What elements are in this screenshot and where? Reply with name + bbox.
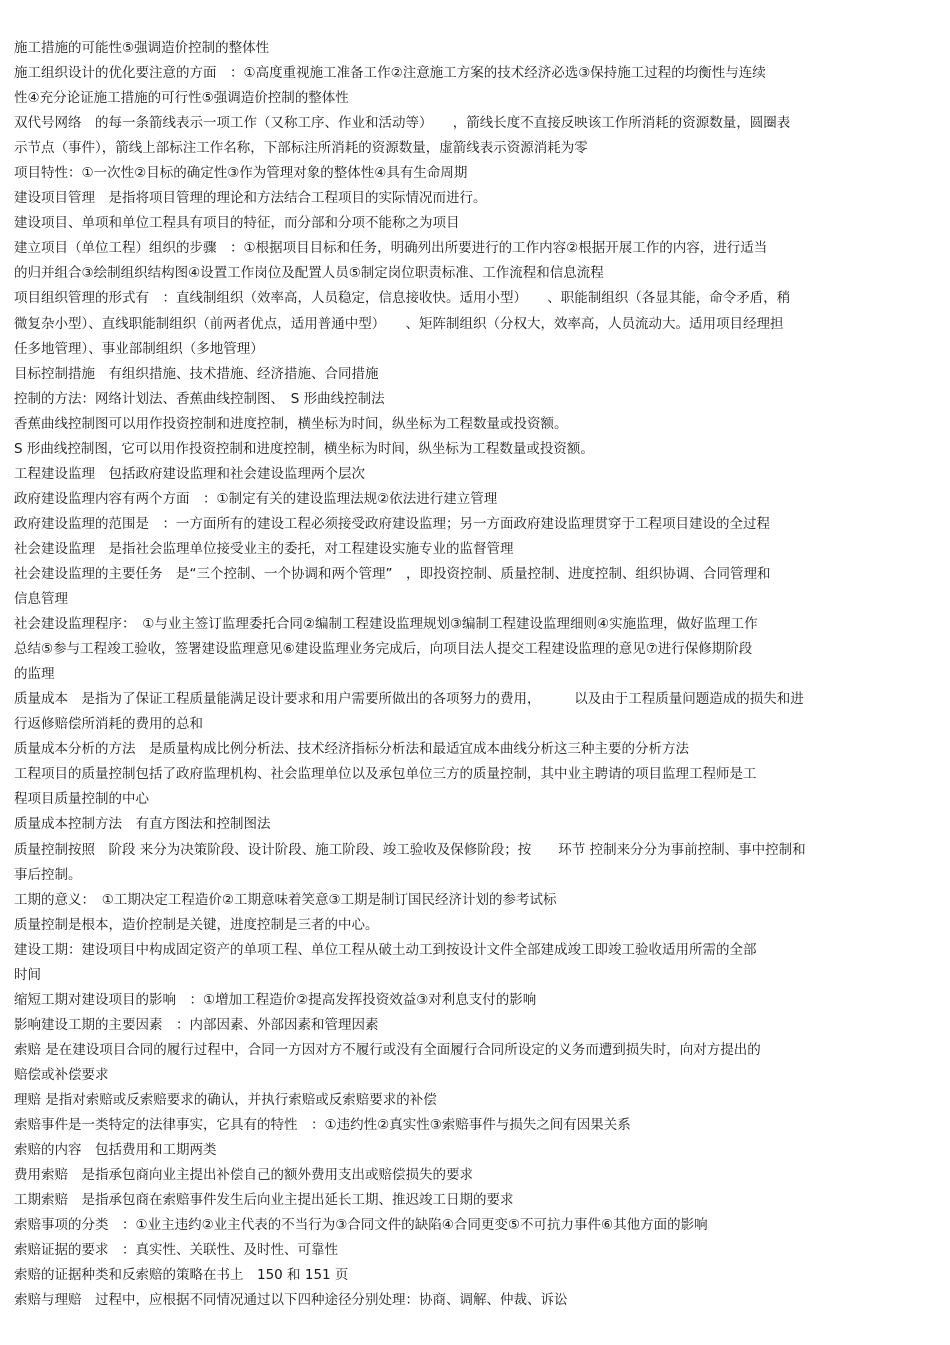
text-line: 索赔与理赔 过程中，应根据不同情况通过以下四种途径分别处理：协商、调解、仲裁、诉讼 xyxy=(14,1292,568,1309)
text-line: 质量控制是根本，造价控制是关键，进度控制是三者的中心。 xyxy=(14,916,379,933)
text-line: 项目特性：①一次性②目标的确定性③作为管理对象的整体性④具有生命周期 xyxy=(14,165,468,182)
text-line: 双代号网络 的每一条箭线表示一项工作（又称工序、作业和活动等） ，箭线长度不直接反映该工作所消耗的资源数量，圆圈表 xyxy=(14,115,791,132)
text-line: 工期索赔 是指承包商在索赔事件发生后向业主提出延长工期、推迟竣工日期的要求 xyxy=(14,1192,514,1209)
text-line: 缩短工期对建设项目的影响 ：①增加工程造价②提高发挥投资效益③对利息支付的影响 xyxy=(14,991,537,1008)
text-line: 质量控制按照 阶段 来分为决策阶段、设计阶段、施工阶段、竣工验收及保修阶段；按 环节 控制来分分为事前控制、事中控制和 xyxy=(14,841,806,858)
text-line: 理赔 是指对索赔或反索赔要求的确认，并执行索赔或反索赔要求的补偿 xyxy=(14,1091,437,1108)
text-line: 政府建设监理内容有两个方面 ：①制定有关的建设监理法规②依法进行建立管理 xyxy=(14,490,498,507)
text-line: 香蕉曲线控制图可以用作投资控制和进度控制，横坐标为时间，纵坐标为工程数量或投资额。 xyxy=(14,415,568,432)
text-line: 工期的意义： ①工期决定工程造价②工期意味着笑意③工期是制订国民经济计划的参考试标 xyxy=(14,891,557,908)
text-line: 费用索赔 是指承包商向业主提出补偿自己的额外费用支出或赔偿损失的要求 xyxy=(14,1167,473,1184)
text-line: 赔偿或补偿要求 xyxy=(14,1066,109,1083)
text-line: 任多地管理）、事业部制组织（多地管理） xyxy=(14,340,264,357)
text-line: 信息管理 xyxy=(14,591,68,608)
text-line: 社会建设监理 是指社会监理单位接受业主的委托，对工程建设实施专业的监督管理 xyxy=(14,540,514,557)
text-line: 建立项目（单位工程）组织的步骤 ：①根据项目目标和任务，明确列出所要进行的工作内容②根据开展工作的内容，进行适当 xyxy=(14,240,768,257)
text-line: 时间 xyxy=(14,966,41,983)
text-line: 质量成本分析的方法 是质量构成比例分析法、技术经济指标分析法和最适宜成本曲线分析这三种主要的分析方法 xyxy=(14,741,689,758)
text-line: 索赔证据的要求 ：真实性、关联性、及时性、可靠性 xyxy=(14,1242,338,1259)
text-line: 建设项目管理 是指将项目管理的理论和方法结合工程项目的实际情况而进行。 xyxy=(14,190,487,207)
text-line: 建设工期：建设项目中构成固定资产的单项工程、单位工程从破土动工到按设计文件全部建成竣工即竣工验收适用所需的全部 xyxy=(14,941,757,958)
text-line: 索赔事件是一类特定的法律事实，它具有的特性 ：①违约性②真实性③索赔事件与损失之间有因果关系 xyxy=(14,1117,631,1134)
text-line: 索赔事项的分类 ：①业主违约②业主代表的不当行为③合同文件的缺陷④合同更变⑤不可抗力事件⑥其他方面的影响 xyxy=(14,1217,708,1234)
text-line: 工程建设监理 包括政府建设监理和社会建设监理两个层次 xyxy=(14,465,365,482)
text-line: 影响建设工期的主要因素 ：内部因素、外部因素和管理因素 xyxy=(14,1016,379,1033)
text-line: 工程项目的质量控制包括了政府监理机构、社会监理单位以及承包单位三方的质量控制，其中业主聘请的项目监理工程师是工 xyxy=(14,766,757,783)
text-line: 索赔的内容 包括费用和工期两类 xyxy=(14,1142,217,1159)
text-line: 行返修赔偿所消耗的费用的总和 xyxy=(14,716,203,733)
text-line: 质量成本 是指为了保证工程质量能满足设计要求和用户需要所做出的各项努力的费用， 以及由于工程质量问题造成的损失和进 xyxy=(14,691,804,708)
text-line: 索赔的证据种类和反索赔的策略在书上 150 和 151 页 xyxy=(14,1267,349,1284)
text-line: 索赔 是在建设项目合同的履行过程中，合同一方因对方不履行或没有全面履行合同所设定的义务而遭到损失时，向对方提出的 xyxy=(14,1041,761,1058)
text-line: 质量成本控制方法 有直方图法和控制图法 xyxy=(14,816,271,833)
text-line: 施工组织设计的优化要注意的方面 ：①高度重视施工准备工作②注意施工方案的技术经济必选③保持施工过程的均衡性与连续 xyxy=(14,65,766,82)
text-line: 社会建设监理程序： ①与业主签订监理委托合同②编制工程建设监理规划③编制工程建设监理细则④实施监理，做好监理工作 xyxy=(14,616,758,633)
document-page xyxy=(14,36,914,1313)
text-line: 性④充分论证施工措施的可行性⑤强调造价控制的整体性 xyxy=(14,90,349,107)
text-line: S 形曲线控制图，它可以用作投资控制和进度控制，横坐标为时间，纵坐标为工程数量或投资额。 xyxy=(14,440,594,457)
text-line: 目标控制措施 有组织措施、技术措施、经济措施、合同措施 xyxy=(14,365,379,382)
text-line: 施工措施的可能性⑤强调造价控制的整体性 xyxy=(14,40,270,56)
text-line: 事后控制。 xyxy=(14,866,82,883)
text-line: 政府建设监理的范围是 ：一方面所有的建设工程必须接受政府建设监理；另一方面政府建设监理贯穿于工程项目建设的全过程 xyxy=(14,515,770,532)
text-line: 建设项目、单项和单位工程具有项目的特征，而分部和分项不能称之为项目 xyxy=(14,215,460,232)
text-line: 的归并组合③绘制组织结构图④设置工作岗位及配置人员⑤制定岗位职责标准、工作流程和信息流程 xyxy=(14,265,604,282)
text-line: 示节点（事件），箭线上部标注工作名称，下部标注所消耗的资源数量，虚箭线表示资源消耗为零 xyxy=(14,140,588,157)
text-line: 项目组织管理的形式有 ：直线制组织（效率高，人员稳定，信息接收快。适用小型） 、职能制组织（各显其能，命令矛盾，稍 xyxy=(14,290,791,307)
text-line: 的监理 xyxy=(14,666,55,683)
text-line: 控制的方法：网络计划法、香蕉曲线控制图、 S 形曲线控制法 xyxy=(14,390,385,407)
text-line: 微复杂小型）、直线职能制组织（前两者优点，适用普通中型） 、矩阵制组织（分权大，效率高，人员流动大。适用项目经理担 xyxy=(14,315,784,332)
text-line: 程项目质量控制的中心 xyxy=(14,791,149,808)
text-line: 社会建设监理的主要任务 是“三个控制、一个协调和两个管理” ，即投资控制、质量控制、进度控制、组织协调、合同管理和 xyxy=(14,565,771,582)
text-line: 总结⑤参与工程竣工验收，签署建设监理意见⑥建设监理业务完成后，向项目法人提交工程建设监理的意见⑦进行保修期阶段 xyxy=(14,641,753,658)
